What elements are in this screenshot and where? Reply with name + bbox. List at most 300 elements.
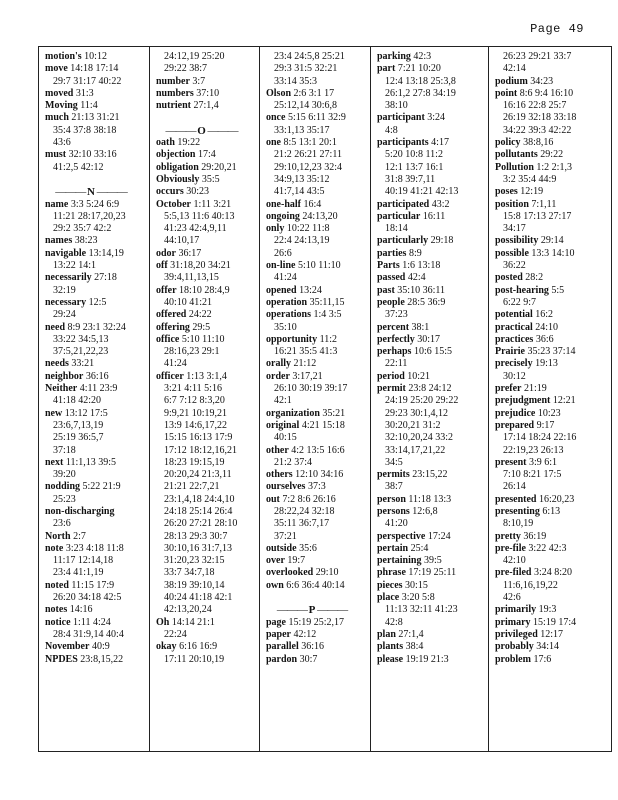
index-entry [377,469,486,481]
index-entry [266,223,368,235]
index-ref-continuation: 30:12 [503,370,526,382]
index-page-refs: 10:23 [537,407,561,419]
index-page-refs: 1:6 13:18 [402,260,441,272]
index-term: podium [495,75,528,87]
index-page-refs: 18:10 28:4,9 [179,284,230,296]
index-term: notes [45,604,68,616]
index-term: necessarily [45,272,92,284]
index-term: operations [266,309,311,321]
index-ref-continuation: 5:20 10:8 11:2 [385,149,443,161]
index-page-refs: 3:7 [192,75,206,87]
index-term: nodding [45,481,81,493]
index-term: passed [377,272,406,284]
index-ref-continuation: 7:10 8:21 17:5 [503,469,562,481]
index-entry [377,629,486,641]
index-page-refs: 3:22 42:3 [528,542,567,554]
index-page-refs: 29:20,21 [201,161,237,173]
heading-rule: ——— [276,604,309,617]
index-term: period [377,370,405,382]
index-term: once [266,112,286,124]
index-ref-continuation: 17:12 18:12,16,21 [164,444,238,456]
index-page-refs: 42:3 [413,51,432,62]
index-ref-continuation: 29:10,12,23 32:4 [274,161,343,173]
index-term: new [45,407,63,419]
index-ref-continuation: 44:10,17 [164,235,200,247]
index-term: odor [156,247,176,259]
index-term: neighbor [45,370,84,382]
index-term: own [266,579,284,591]
index-term: over [266,555,285,567]
index-page-refs: 38:4 [405,641,424,653]
index-term: original [266,419,300,431]
index-term: pieces [377,579,403,591]
index-ref-continuation: 40:19 41:21 42:13 [385,186,459,198]
index-term: particularly [377,235,429,247]
index-page-refs: 34:23 [530,75,554,87]
index-term: name [45,198,69,210]
index-entry [45,617,147,629]
index-entry [495,408,611,420]
index-page-refs: 13:24 [299,284,322,296]
index-entry [377,63,486,75]
index-ref-continuation: 41:24 [274,272,297,284]
index-ref-continuation: 24:18 25:14 26:4 [164,505,233,517]
index-ref-continuation: 42:14 [503,63,526,75]
index-term: persons [377,505,410,517]
index-column-3 [260,47,371,751]
index-entry [495,334,611,346]
index-term: obligation [156,161,199,173]
index-entry [156,100,257,112]
index-term: parallel [266,641,299,653]
index-entry [377,346,486,358]
index-ref-continuation: 21:2 37:4 [274,456,313,468]
index-page-refs: 17:4 [197,149,216,161]
index-ref-continuation: 3:21 4:11 5:16 [164,383,222,395]
index-term: North [45,530,71,542]
index-ref-continuation: 42:1 [274,395,292,407]
index-ref-continuation: 26:6 [274,247,292,259]
index-page-refs: 28:2 [525,272,544,284]
index-term: pre-filed [495,567,532,579]
index-term: needs [45,358,69,370]
index-term: posted [495,272,523,284]
index-page-refs: 3:24 8:20 [533,567,573,579]
index-term: ongoing [266,210,300,222]
index-term: potential [495,309,533,321]
index-entry [266,199,368,211]
index-term: phrase [377,567,406,579]
index-entry [45,199,147,211]
index-ref-continuation: 18:23 19:15,19 [164,456,225,468]
index-entry [266,112,368,124]
index-entry [45,248,147,260]
index-ref-continuation: 42:8 [385,616,403,628]
index-page-refs: 4:2 13:5 16:6 [291,444,345,456]
index-page-refs: 3:17,21 [292,370,323,382]
index-ref-continuation: 24:12,19 25:20 [164,51,225,62]
index-term: others [266,469,293,481]
index-entry [377,494,486,506]
index-column-2 [150,47,260,751]
index-entry [156,371,257,383]
index-ref-continuation: 11:21 28:17,20,23 [53,210,126,222]
index-term: opportunity [266,333,318,345]
index-page-refs: 35:5 [201,173,220,185]
index-page-refs: 17:24 [427,530,451,542]
index-ref-continuation: 32:10,20,24 33:2 [385,432,454,444]
index-ref-continuation: 33:1,13 35:17 [274,124,330,136]
blank-line [266,592,368,604]
index-entry [45,63,147,75]
index-page-refs: 16:4 [303,198,322,210]
index-entry [495,137,611,149]
index-page-refs: 16:2 [535,309,554,321]
index-page-refs: 13:14,19 [88,247,124,259]
index-page-refs: 5:10 11:10 [181,333,225,345]
index-term: overlooked [266,567,314,579]
index-entry [45,481,147,493]
index-entry [495,494,611,506]
blank-line [45,174,147,186]
index-term: perspective [377,530,426,542]
index-term: Pollution [495,161,534,173]
index-term: Moving [45,100,78,112]
index-entry [45,272,147,284]
index-ref-continuation: 42:10 [503,555,526,567]
index-ref-continuation: 28:4 31:9,14 40:4 [53,628,124,640]
index-term: post-hearing [495,284,549,296]
index-ref-continuation: 28:13 29:3 30:7 [164,530,228,542]
index-page-refs: 29:22 [540,149,564,161]
index-page-refs: 39:5 [423,555,442,567]
index-entry [377,199,486,211]
index-page-refs: 27:1,4 [398,628,424,640]
index-entry [45,604,147,616]
index-entry [377,297,486,309]
index-term: October [156,198,191,210]
index-page-refs: 21:12 [293,358,317,370]
index-entry [266,580,368,592]
index-term: nutrient [156,100,191,112]
index-entry [495,358,611,370]
index-term: primary [495,616,531,628]
heading-rule: ——— [55,186,88,199]
index-term: prepared [495,419,535,431]
index-ref-continuation: 34:22 39:3 42:22 [503,124,572,136]
index-entry [266,641,368,653]
index-page-refs: 36:19 [523,530,547,542]
index-page-refs: 10:12 [84,51,107,62]
index-term: presenting [495,505,540,517]
section-letter: P [308,604,316,617]
index-ref-continuation: 4:8 [385,124,398,136]
index-ref-continuation: 17:14 18:24 22:16 [503,432,577,444]
index-term: November [45,641,90,653]
index-page-refs: 12:10 34:16 [295,469,344,481]
index-term: prejudgment [495,395,551,407]
index-page-refs: 36:16 [85,370,109,382]
index-ref-continuation: 12:4 13:18 25:3,8 [385,75,456,87]
index-ref-continuation: 11:13 32:11 41:23 [385,604,458,616]
index-ref-continuation: 35:4 37:8 38:18 [53,124,117,136]
index-entry [495,617,611,629]
index-entry [266,260,368,272]
index-page-refs: 7:21 10:20 [397,63,441,75]
index-ref-continuation: 41:24 [164,358,187,370]
index-ref-continuation: 25:19 36:5,7 [53,432,104,444]
index-page-refs: 38:8,16 [523,137,554,149]
index-entry [495,162,611,174]
index-entry [495,149,611,161]
index-entry [377,248,486,260]
index-page-refs: 11:2 [319,333,338,345]
index-ref-continuation: 33:14 35:3 [274,75,318,87]
index-term: parking [377,51,411,62]
index-page-refs: 35:11,15 [309,296,345,308]
index-entry [156,88,257,100]
index-term: possibility [495,235,539,247]
index-ref-continuation: 23:1,4,18 24:4,10 [164,493,235,505]
index-term: possible [495,247,529,259]
index-entry [266,555,368,567]
index-term: probably [495,641,534,653]
index-term: order [266,370,290,382]
index-entry [156,174,257,186]
index-term: pertain [377,542,409,554]
index-term: must [45,149,67,161]
index-term: problem [495,653,531,665]
index-page-refs: 40:9 [91,641,110,653]
index-ref-continuation: 29:24 [53,309,76,321]
index-page-refs: 1:4 3:5 [313,309,342,321]
index-page-refs: 31:3 [75,87,94,99]
index-ref-continuation: 16:21 35:5 41:3 [274,346,338,358]
index-page-refs: 1:2 2:1,3 [536,161,572,173]
index-ref-continuation: 29:23 30:1,4,12 [385,407,449,419]
index-ref-continuation: 39:20 [53,469,76,481]
index-term: policy [495,137,521,149]
index-page-refs: 5:15 6:11 32:9 [287,112,346,124]
index-term: plan [377,628,396,640]
index-entry [495,248,611,260]
index-entry [377,555,486,567]
section-letter: N [87,186,95,199]
index-page-refs: 3:9 6:1 [528,456,558,468]
index-entry [45,149,147,161]
index-ref-continuation: 33:22 34:5,13 [53,333,109,345]
index-page-refs: 36:17 [178,247,202,259]
index-page-refs: 14:18 17:14 [70,63,119,75]
index-term: offer [156,284,177,296]
index-entry [495,186,611,198]
index-page-refs: 32:10 33:16 [68,149,117,161]
page-number: Page 49 [530,22,584,36]
index-term: offered [156,309,187,321]
index-ref-continuation: 28:22,24 32:18 [274,505,335,517]
index-term: practical [495,321,533,333]
index-term: Oh [156,616,170,628]
index-term: office [156,333,180,345]
index-page-refs: 14:16 [69,604,93,616]
index-ref-continuation: 37:23 [385,309,408,321]
index-entry [156,285,257,297]
index-page-refs: 7:1,11 [531,198,557,210]
index-term: please [377,653,404,665]
index-term: Parts [377,260,400,272]
index-entry [266,88,368,100]
index-entry [45,531,147,543]
section-letter: O [197,124,206,137]
index-term: motion's [45,51,82,62]
index-ref-continuation: 21:2 26:21 27:11 [274,149,342,161]
index-ref-continuation: 29:7 31:17 40:22 [53,75,122,87]
index-entry [156,322,257,334]
index-ref-continuation: 20:20,24 21:3,11 [164,469,232,481]
index-entry [156,76,257,88]
index-ref-continuation: 41:7,14 43:5 [274,186,325,198]
index-page-refs: 29:5 [192,321,211,333]
index-term: Neither [45,383,78,395]
index-term: need [45,321,65,333]
index-page-refs: 6:6 36:4 40:14 [286,579,345,591]
index-term: names [45,235,73,247]
index-ref-continuation: 40:10 41:21 [164,296,213,308]
heading-rule: ——— [205,124,238,137]
index-entry [156,199,257,211]
index-page-refs: 21:13 31:21 [71,112,120,124]
index-page-refs: 11:1,13 39:5 [65,456,117,468]
index-page-refs: 28:5 36:9 [407,296,446,308]
index-term: participated [377,198,430,210]
index-page-refs: 27:18 [94,272,117,284]
index-term: number [156,75,190,87]
index-term: person [377,493,406,505]
index-page-refs: 35:21 [322,407,346,419]
index-entry [45,543,147,555]
index-page-refs: 29:14 [540,235,564,247]
index-ref-continuation: 43:6 [53,137,71,149]
index-term: oath [156,137,175,149]
index-term: paper [266,628,291,640]
index-ref-continuation: 22:24 [164,628,187,640]
index-page-refs: 17:19 25:11 [408,567,457,579]
index-ref-continuation: 3:2 35:4 44:9 [503,173,557,185]
index-page-refs: 11:4 [80,100,98,112]
index-ref-continuation: 37:21 [274,530,297,542]
index-ref-continuation: 38:10 [385,100,408,112]
index-page-refs: 17:6 [533,653,552,665]
index-term: offering [156,321,190,333]
index-entry [495,346,611,358]
index-entry [495,76,611,88]
index-term: organization [266,407,320,419]
index-entry [377,137,486,149]
index-term: next [45,456,64,468]
index-entry [266,567,368,579]
index-ref-continuation: 29:3 31:5 32:21 [274,63,338,75]
index-entry [377,654,486,666]
index-ref-continuation: 6:22 9:7 [503,296,537,308]
index-entry [495,322,611,334]
index-term: permit [377,383,406,395]
index-term: much [45,112,69,124]
index-ref-continuation: 23:6 [53,518,71,530]
index-page-refs: 37:3 [307,481,326,493]
heading-rule: ——— [165,124,198,137]
index-entry [45,506,147,518]
index-page-refs: 1:11 3:21 [193,198,232,210]
index-page-refs: 6:16 16:9 [179,641,218,653]
index-entry [45,100,147,112]
index-term: parties [377,247,407,259]
index-entry [266,334,368,346]
index-term: navigable [45,247,87,259]
index-term: presented [495,493,537,505]
index-entry [156,309,257,321]
index-term: objection [156,149,196,161]
index-page-refs: 27:1,4 [193,100,219,112]
index-entry [377,580,486,592]
index-ref-continuation: 41:23 42:4,9,11 [164,223,227,235]
index-term: pertaining [377,555,422,567]
index-entry [156,162,257,174]
index-entry [495,506,611,518]
index-page-refs: 23:8,15,22 [80,653,124,665]
index-ref-continuation: 42:6 [503,592,521,604]
index-entry [45,654,147,666]
index-term: place [377,592,400,604]
index-page-refs: 38:23 [74,235,98,247]
index-term: present [495,456,527,468]
index-page-refs: 8:6 9:4 16:10 [519,87,574,99]
index-ref-continuation: 24:19 25:20 29:22 [385,395,459,407]
index-entry [45,580,147,592]
index-page-refs: 37:10 [196,87,220,99]
index-page-refs: 3:23 4:18 11:8 [65,542,124,554]
index-page-refs: 12:19 [520,186,544,198]
index-ref-continuation: 26:10 30:19 39:17 [274,383,348,395]
index-term: perhaps [377,346,412,358]
index-ref-continuation: 5:5,13 11:6 40:13 [164,210,235,222]
index-entry [45,51,147,63]
index-entry [377,211,486,223]
index-entry [377,272,486,284]
index-entry [45,112,147,124]
index-term: outside [266,542,297,554]
index-page-refs: 24:13,20 [302,210,338,222]
index-term: participant [377,112,425,124]
index-entry [45,408,147,420]
index-page-refs: 33:21 [71,358,95,370]
index-term: participants [377,137,429,149]
index-ref-continuation: 28:16,23 29:1 [164,346,220,358]
index-ref-continuation: 41:2,5 42:12 [53,161,104,173]
index-entry [495,88,611,100]
index-page-refs: 23:15,22 [412,469,448,481]
index-entry [266,629,368,641]
index-page-refs: 21:19 [523,383,547,395]
index-entry [156,137,257,149]
index-page-refs: 13:3 14:10 [531,247,575,259]
index-page-refs: 3:20 5:8 [401,592,435,604]
index-ref-continuation: 37:5,21,22,23 [53,346,109,358]
index-page-refs: 1:11 4:24 [73,616,111,628]
index-page-refs: 35:6 [299,542,317,554]
index-entry [266,309,368,321]
index-entry [495,604,611,616]
index-term: practices [495,333,534,345]
